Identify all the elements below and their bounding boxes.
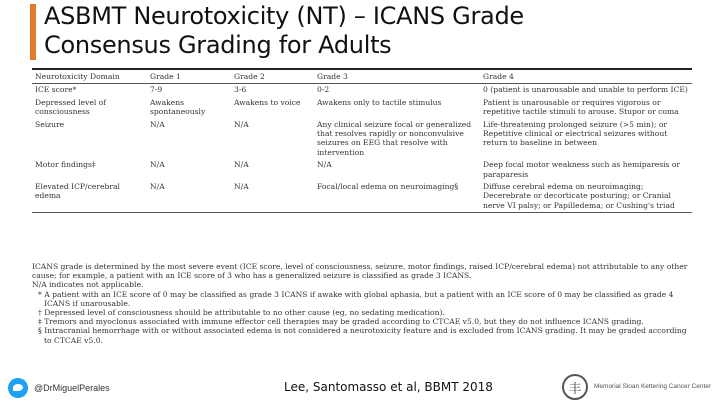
table-row — [32, 181, 692, 212]
table-cell: 3-6 — [234, 85, 247, 95]
grading-table — [32, 68, 692, 213]
footnote: ‡ Tremors and myoclonus associated with immune effector cell therapies may be graded according to CTCAE v5.0, but they do not influence ICANS grading. — [38, 317, 644, 327]
table-bottom-rule — [32, 212, 692, 213]
footnote: † Depressed level of consciousness should be attributable to no other cause (eg, no sedating medication). — [38, 308, 445, 318]
table-cell: Awakens only to tactile stimulus — [317, 97, 442, 107]
table-cell: 7-9 — [150, 85, 163, 95]
table-cell: N/A — [150, 182, 165, 192]
msk-logo-icon: 丰 — [562, 374, 588, 400]
table-cell: Motor findings‡ — [35, 160, 96, 170]
twitter-handle: @DrMiguelPerales — [34, 383, 110, 393]
header-grade-4: Grade 4 — [483, 72, 514, 81]
table-cell: Any clinical seizure focal or generalized that resolves rapidly or nonconvulsive seizures on EEG that resolve with intervention — [317, 119, 472, 157]
table-row — [32, 97, 692, 119]
table-cell: Depressed level of consciousness — [35, 97, 107, 117]
citation: Lee, Santomasso et al, BBMT 2018 — [284, 380, 493, 394]
table-cell: N/A — [234, 182, 249, 192]
table-cell: N/A — [150, 160, 165, 170]
note-main: ICANS grade is determined by the most severe event (ICE score, level of consciousness, seizure, motor findings, raised ICP/cerebral edema) not attributable to any other cause; for example, a patient with an ICE score of 3 who has a generalized seizure is classified as grade 3 ICANS. — [32, 262, 688, 281]
footnote: § Intracranial hemorrhage with or without associated edema is not considered a neurotoxicity feature and is excluded from ICANS grading. It may be graded according to CTCAE v5.0. — [38, 326, 687, 345]
title-accent-bar — [30, 4, 36, 60]
table-cell: N/A — [150, 119, 165, 129]
table-cell: N/A — [317, 160, 332, 170]
twitter-icon — [8, 378, 28, 398]
table-cell: Patient is unarousable or requires vigorous or repetitive tactile stimuli to arouse. Stupor or coma — [483, 97, 679, 117]
header-grade-3: Grade 3 — [317, 72, 348, 81]
table-notes — [32, 262, 692, 345]
page-title — [44, 2, 704, 60]
table-header-row — [32, 70, 692, 83]
header-domain: Neurotoxicity Domain — [35, 72, 120, 81]
table-row — [32, 119, 692, 160]
table-cell: Diffuse cerebral edema on neuroimaging; Decerebrate or decorticate posturing; or Cranial nerve VI palsy; or Papilledema; or Cushing's triad — [483, 182, 675, 210]
table-cell: Awakens to voice — [234, 97, 301, 107]
table-cell: Elevated ICP/cerebral edema — [35, 182, 120, 201]
table-cell: ICE score* — [35, 85, 77, 95]
table-cell: N/A — [234, 160, 249, 170]
table-cell: Seizure — [35, 119, 65, 129]
table-cell: Focal/local edema on neuroimaging§ — [317, 182, 459, 192]
title-line-2: Consensus Grading for Adults — [44, 31, 392, 59]
table-cell: N/A — [234, 119, 249, 129]
footnote: * A patient with an ICE score of 0 may be classified as grade 3 ICANS if awake with global aphasia, but a patient with an ICE score of 0 may be classified as grade 4 ICANS if unarousable. — [38, 289, 674, 308]
table-cell: Awakens spontaneously — [150, 97, 206, 117]
table-cell: 0-2 — [317, 85, 330, 95]
header-grade-1: Grade 1 — [150, 72, 181, 81]
note-na: N/A indicates not applicable. — [32, 280, 144, 290]
table-cell: Deep focal motor weakness such as hemiparesis or paraparesis — [483, 160, 681, 179]
table-row — [32, 159, 692, 181]
table-row — [32, 84, 692, 96]
twitter-handle-group — [8, 378, 110, 398]
table-cell: Life-threatening prolonged seizure (>5 min); or Repetitive clinical or electrical seizures without return to baseline in between — [483, 119, 668, 148]
institution-logo — [562, 374, 714, 400]
logo-text: Memorial Sloan Kettering Cancer Center — [594, 383, 712, 390]
title-line-1: ASBMT Neurotoxicity (NT) – ICANS Grade — [44, 2, 524, 30]
table-cell: 0 (patient is unarousable and unable to perform ICE) — [483, 85, 688, 95]
header-grade-2: Grade 2 — [234, 72, 265, 81]
